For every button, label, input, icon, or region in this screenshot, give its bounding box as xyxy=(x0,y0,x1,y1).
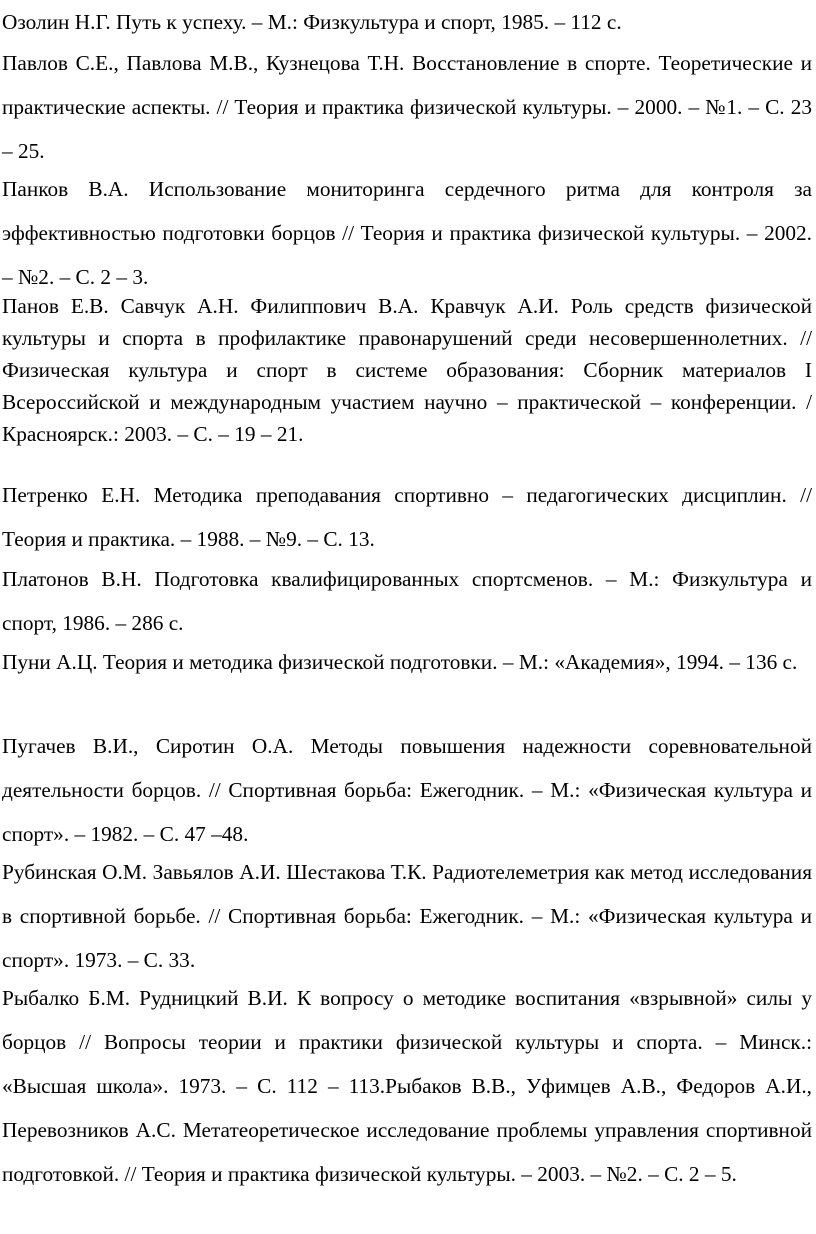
reference-entry: Пугачев В.И., Сиротин О.А. Методы повышения надежности соревновательной деятельности борцов. // Спортивная борьба: Ежегодник. – М.: «Физическая культура и спорт». – 1982. – С. 47 –48. xyxy=(2,734,812,846)
reference-entry: Рубинская О.М. Завьялов А.И. Шестакова Т.К. Радиотелеметрия как метод исследования в спортивной борьбе. // Спортивная борьба: Ежегодник. – М.: «Физическая культура и спорт». 1973. – С. 33. xyxy=(2,860,812,972)
reference-entry: Павлов С.Е., Павлова М.В., Кузнецова Т.Н. Восстановление в спорте. Теоретические и практические аспекты. // Теория и практика физической культуры. – 2000. – №1. – С. 23 – 25. xyxy=(2,51,812,163)
reference-entry: Панков В.А. Использование мониторинга сердечного ритма для контроля за эффективностью подготовки борцов // Теория и практика физической культуры. – 2002. – №2. – С. 2 – 3. xyxy=(2,177,812,289)
reference-entry: Петренко Е.Н. Методика преподавания спортивно – педагогических дисциплин. // Теория и практика. – 1988. – №9. – С. 13. xyxy=(2,483,812,551)
reference-entry: Панов Е.В. Савчук А.Н. Филиппович В.А. Кравчук А.И. Роль средств физической культуры и спорта в профилактике правонарушений среди несовершеннолетних. // Физическая культура и спорт в системе образования: Сборник материалов I Всероссийской и международным участием научно – практической – конференции. / Красноярск.: 2003. – С. – 19 – 21. xyxy=(2,294,812,446)
reference-entry: Рыбалко Б.М. Рудницкий В.И. К вопросу о методике воспитания «взрывной» силы у борцов // Вопросы теории и практики физической культуры и спорта. – Минск.: «Высшая школа». 1973. – С. 112 – 113.Рыбаков В.В., Уфимцев А.В., Федоров А.И., Перевозников А.С. Метатеоретическое исследование проблемы управления спортивной подготовкой. // Теория и практика физической культуры. – 2003. – №2. – С. 2 – 5. xyxy=(2,986,812,1186)
reference-entry: Пуни А.Ц. Теория и методика физической подготовки. – М.: «Академия», 1994. – 136 с. xyxy=(2,650,798,674)
reference-entry: Озолин Н.Г. Путь к успеху. – М.: Физкультура и спорт, 1985. – 112 с. xyxy=(2,10,622,34)
reference-entry: Платонов В.Н. Подготовка квалифицированных спортсменов. – М.: Физкультура и спорт, 1986. – 286 с. xyxy=(2,567,812,635)
